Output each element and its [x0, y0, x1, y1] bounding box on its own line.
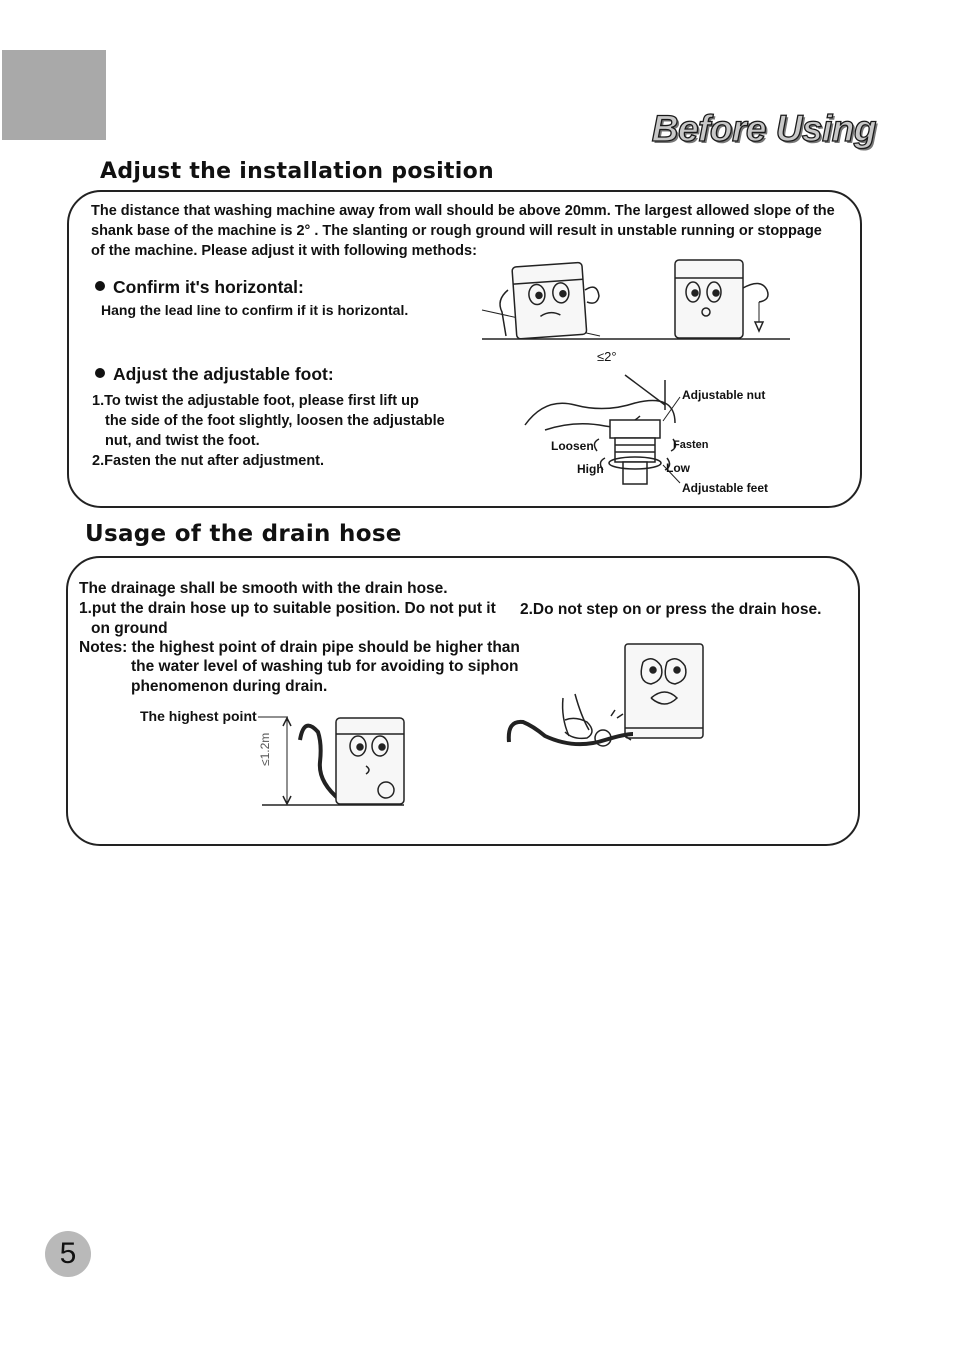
drain-line-3: on ground [91, 620, 168, 637]
bullet-icon [95, 281, 105, 291]
drain-line-5: the water level of washing tub for avoiding to siphon [131, 658, 519, 675]
step-on-hose-illustration [505, 640, 710, 760]
height-label: ≤1.2m [258, 732, 272, 766]
drain-line-2: 1.put the drain hose up to suitable position. Do not put it [79, 600, 496, 617]
label-low: Low [666, 461, 690, 475]
section-heading-drain-hose: Usage of the drain hose [85, 521, 402, 547]
section-heading-installation: Adjust the installation position [100, 159, 495, 184]
intro-line-2: shank base of the machine is 2° . The slanting or rough ground will result in unstable running or stoppage [91, 223, 822, 239]
drain-line-6: phenomenon during drain. [131, 678, 328, 695]
adjust-foot-heading [95, 364, 334, 385]
confirm-horizontal-heading [95, 277, 304, 298]
drain-line-4: Notes: the highest point of drain pipe should be higher than [79, 639, 520, 656]
confirm-horizontal-text: Hang the lead line to confirm if it is horizontal. [101, 302, 409, 318]
adjust-step-1: 1.To twist the adjustable foot, please first lift up [92, 393, 419, 409]
page-title: Before Using [651, 108, 876, 149]
intro-line-3: of the machine. Please adjust it with following methods: [91, 243, 477, 259]
adjust-foot-title: Adjust the adjustable foot: [113, 364, 334, 384]
page-number: 5 [45, 1231, 91, 1277]
intro-line-1: The distance that washing machine away from wall should be above 20mm. The largest allowed slope of the [91, 203, 835, 219]
drain-height-illustration [258, 710, 418, 810]
label-fasten: Fasten [673, 439, 709, 451]
corner-tab [2, 50, 106, 140]
adjust-step-1-cont-b: nut, and twist the foot. [105, 433, 260, 449]
bullet-icon [95, 368, 105, 378]
drain-line-1: The drainage shall be smooth with the drain hose. [79, 580, 448, 597]
adjust-step-1-cont-a: the side of the foot slightly, loosen the adjustable [105, 413, 445, 429]
label-adjustable-feet: Adjustable feet [682, 481, 769, 495]
drain-step-2: 2.Do not step on or press the drain hose. [520, 601, 822, 618]
slope-label: ≤2° [597, 349, 617, 364]
label-high: High [577, 462, 604, 476]
label-loosen: Loosen [551, 439, 594, 453]
highest-point-label: The highest point [140, 708, 257, 724]
confirm-horizontal-title: Confirm it's horizontal: [113, 277, 304, 297]
label-adjustable-nut: Adjustable nut [682, 388, 766, 402]
adjust-step-2: 2.Fasten the nut after adjustment. [92, 453, 325, 469]
level-check-illustration [480, 250, 800, 370]
